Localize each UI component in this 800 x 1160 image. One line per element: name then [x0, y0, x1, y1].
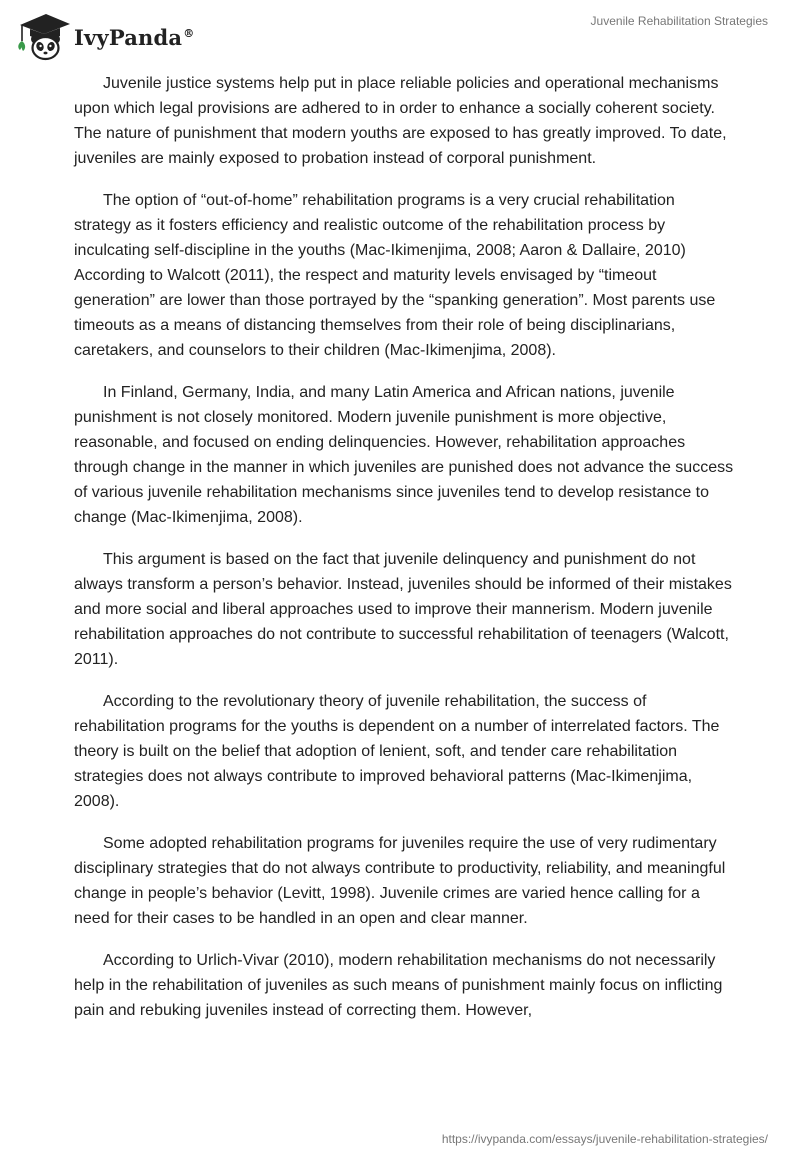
paragraph: In Finland, Germany, India, and many Latin America and African nations, juvenile punishment is not closely monitored. Modern juvenile punishment is more objective, reasonable, and focused on ending delinquencies. However, rehabilitation approaches through change in the manner in which juveniles are punished does not advance the success of various juvenile rehabilitation mechanisms since juveniles tend to develop resistance to change (Mac-Ikimenjima, 2008). [74, 384, 734, 526]
paragraph: This argument is based on the fact that juvenile delinquency and punishment do not always transform a person’s behavior. Instead, juveniles should be informed of their mistakes and more social and liberal approaches used to improve their mannerism. Modern juvenile rehabilitation approaches do not contribute to successful rehabilitation of teenagers (Walcott, 2011). [74, 551, 732, 668]
paragraph: The option of “out-of-home” rehabilitation programs is a very crucial rehabilitation strategy as it fosters efficiency and realistic outcome of the rehabilitation process by inculcating self-discipline in the youths (Mac-Ikimenjima, 2008; Aaron & Dallaire, 2010) According to Walcott (2011), the respect and maturity levels envisaged by “timeout generation” are lower than those portrayed by the “spanking generation”. Most parents use timeouts as a means of distancing themselves from their role of being disciplinarians, caretakers, and counselors to their children (Mac-Ikimenjima, 2008). [74, 192, 716, 359]
page-header [0, 0, 800, 70]
source-url-link[interactable]: https://ivypanda.com/essays/juvenile-rehabilitation-strategies/ [441, 1132, 768, 1146]
essay-body [74, 71, 734, 1040]
brand-name [74, 25, 194, 50]
brand-name-text: IvyPanda [74, 24, 183, 50]
paragraph: According to the revolutionary theory of juvenile rehabilitation, the success of rehabilitation programs for the youths is dependent on a number of interrelated factors. The theory is built on the belief that adoption of lenient, soft, and tender care rehabilitation strategies does not always contribute to improved behavioral patterns (Mac-Ikimenjima, 2008). [74, 693, 720, 810]
paragraph: Some adopted rehabilitation programs for juveniles require the use of very rudimentary disciplinary strategies that do not always contribute to productivity, reliability, and meaningful change in people’s behavior (Levitt, 1998). Juvenile crimes are varied hence calling for a need for their cases to be handled in an open and clear manner. [74, 835, 726, 927]
brand-logo[interactable] [14, 9, 194, 63]
document-title: Juvenile Rehabilitation Strategies [590, 14, 768, 28]
registered-mark: ® [183, 26, 195, 40]
panda-graduation-cap-icon [14, 9, 70, 63]
paragraph: Juvenile justice systems help put in place reliable policies and operational mechanisms upon which legal provisions are adhered to in order to enhance a socially coherent society. The nature of punishment that modern youths are exposed to has greatly improved. To date, juveniles are mainly exposed to probation instead of corporal punishment. [74, 75, 727, 167]
paragraph: According to Urlich-Vivar (2010), modern rehabilitation mechanisms do not necessarily help in the rehabilitation of juveniles as such means of punishment mainly focus on inflicting pain and rebuking juveniles instead of correcting them. However, [74, 952, 723, 1019]
